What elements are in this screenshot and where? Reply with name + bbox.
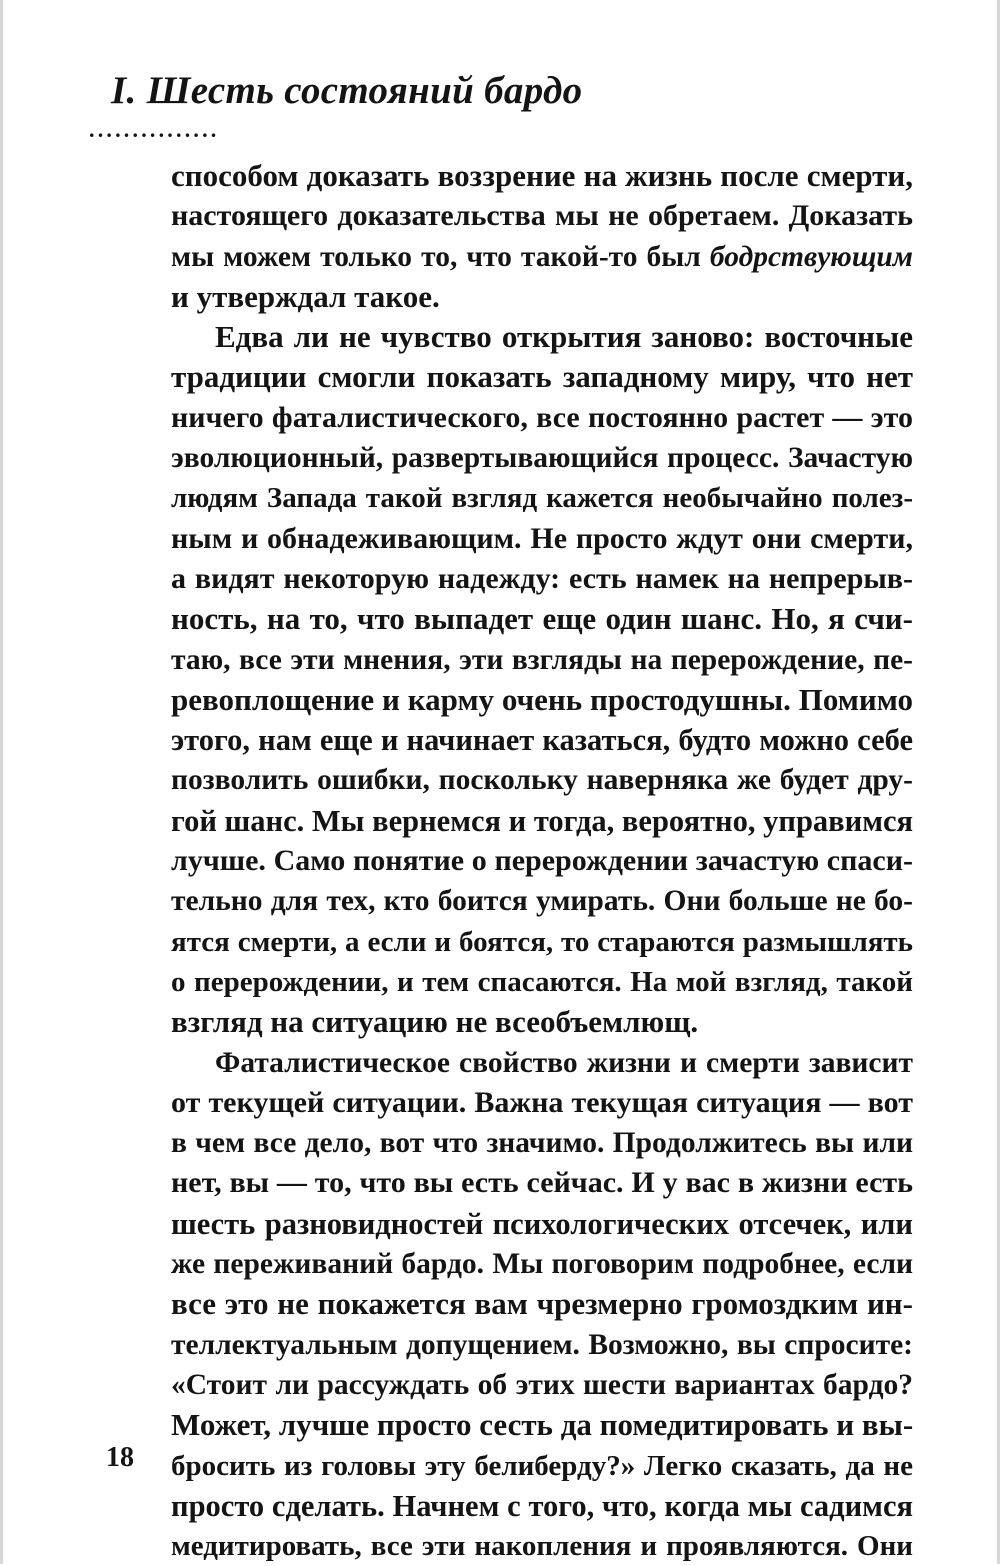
text-line: позволить ошибки, поскольку наверняка же будет дру-: [171, 764, 913, 797]
text-line: ность, на то, что выпадет еще один шанс. Но, я счи-: [171, 601, 913, 637]
text-line: гой шанс. Мы вернемся и тогда, вероятно, управимся: [171, 803, 914, 838]
text-line: настоящего доказательства мы не обретаем. Доказать: [171, 199, 913, 233]
text-line: медитировать, все эти накопления и проявляются. Они: [171, 1530, 913, 1563]
text-run: мы можем только то, что такой-то был: [171, 240, 701, 273]
text-line: лучше. Само понятие о перерождении зачастую спаси-: [171, 844, 913, 878]
running-head: I. Шесть состояний бардо: [111, 69, 583, 112]
text-line: бросить из головы эту белиберду?» Легко сказать, да не: [171, 1449, 913, 1482]
paragraph-start-line: Фаталистическое свойство жизни и смерти зависит: [215, 1046, 913, 1079]
text-line: же переживаний бардо. Мы поговорим подробнее, если: [171, 1248, 913, 1281]
body-text: [171, 156, 913, 1566]
text-line: шесть разновидностей психологических отсечек, или: [171, 1206, 913, 1241]
text-line: а видят некоторую надежду: есть намек на непрерыв-: [171, 561, 913, 595]
text-line: Может, лучше просто сесть да помедитировать и вы-: [171, 1407, 914, 1443]
text-line: ным и обнадеживающим. Не просто ждут они смерти,: [171, 521, 913, 555]
dot-leader: ...............: [89, 117, 220, 142]
paragraph-start-line: Едва ли не чувство открытия заново: восточные: [215, 319, 913, 355]
text-line: эволюционный, развертывающийся процесс. Зачастую: [171, 442, 913, 475]
text-line: этого, нам еще и начинает казаться, будто можно себе: [171, 723, 913, 758]
text-line: [171, 237, 913, 277]
text-line: традиции смогли показать западному миру, что нет: [171, 359, 913, 395]
text-line: и утверждал такое.: [171, 278, 440, 314]
text-line: в чем все дело, вот что значимо. Продолжитесь вы или: [171, 1127, 913, 1160]
text-line: ревоплощение и карму очень простодушны. Помимо: [171, 681, 913, 717]
text-line: «Стоит ли рассуждать об этих шести вариантах бардо?: [171, 1368, 913, 1401]
text-line: ничего фаталистического, все постоянно растет — это: [171, 400, 913, 434]
text-line: тельно для тех, кто боится умирать. Они больше не бо-: [171, 885, 913, 918]
text-line: от текущей ситуации. Важна текущая ситуация — вот: [171, 1085, 913, 1119]
text-line: взгляд на ситуацию не всеобъемлющ.: [171, 1004, 699, 1040]
text-line: все это не покажется вам чрезмерно громоздким ин-: [171, 1286, 913, 1322]
text-line: людям Запада такой взгляд кажется необычайно полез-: [171, 482, 913, 515]
italic-word: бодрствующим: [709, 240, 914, 273]
text-line: ятся смерти, а если и боятся, то стараются размышлять: [171, 925, 913, 958]
text-line: о перерождении, и тем спасаются. На мой взгляд, такой: [171, 965, 913, 998]
text-line: нет, вы — то, что вы есть сейчас. И у вас в жизни есть: [171, 1166, 913, 1200]
text-line: теллектуальным допущением. Возможно, вы спросите:: [171, 1328, 913, 1361]
text-line: таю, все эти мнения, эти взгляды на перерождение, пе-: [171, 643, 913, 676]
text-line: способом доказать воззрение на жизнь после смерти,: [171, 158, 913, 193]
page-number: 18: [106, 1442, 134, 1473]
text-line: просто сделать. Начнем с того, что, когда мы садимся: [171, 1488, 913, 1523]
